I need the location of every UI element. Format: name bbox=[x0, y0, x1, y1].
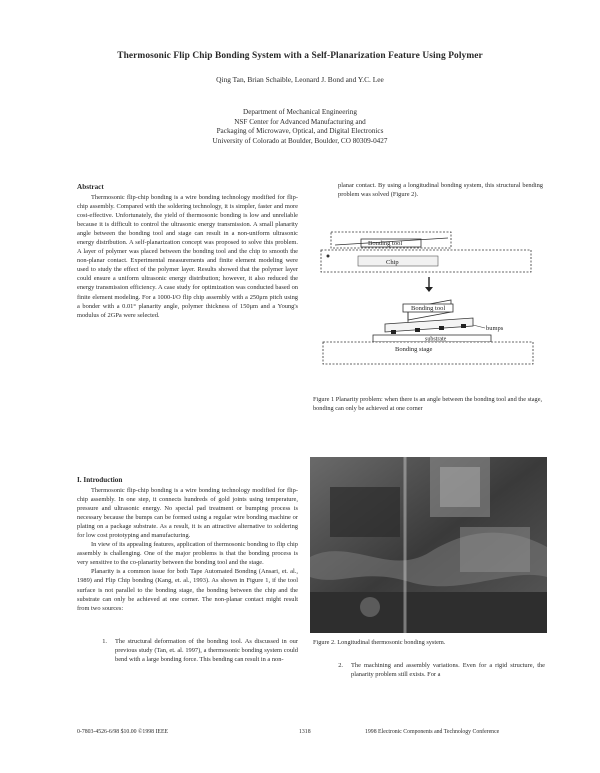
introduction-text bbox=[77, 486, 298, 613]
affiliation-line: University of Colorado at Boulder, Boulder, CO 80309-0427 bbox=[212, 136, 388, 145]
chip-top-label: Chip bbox=[386, 259, 399, 266]
list-item-number: 2. bbox=[338, 662, 343, 669]
affiliation-line: Department of Mechanical Engineering bbox=[243, 108, 357, 116]
list-item bbox=[313, 661, 545, 679]
abstract-text bbox=[77, 193, 298, 320]
list-item-text: The structural deformation of the bonding tool. As discussed in our previous study (Tan, et. al. 1997), a thermosonic bonding system could bend with a large bonding force. This bending can result in a non- bbox=[115, 638, 298, 664]
bumps-label: bumps bbox=[486, 325, 504, 332]
tool-bottom-label: Bonding tool bbox=[411, 305, 446, 312]
stage-label: Bonding stage bbox=[395, 346, 433, 353]
abstract-heading: Abstract bbox=[77, 183, 104, 191]
source-list-right bbox=[313, 661, 545, 679]
affiliation bbox=[150, 108, 450, 146]
continuation-paragraph: planar contact. By using a longitudinal bonding system, this structural bending problem was solved (Figure 2). bbox=[338, 182, 543, 199]
figure-2-photo bbox=[310, 457, 547, 633]
bump bbox=[461, 324, 466, 328]
tool-top-assembly bbox=[331, 232, 451, 248]
section-heading-introduction: I. Introduction bbox=[77, 476, 123, 484]
bumps-leader-line bbox=[473, 325, 485, 328]
arrow-down-icon bbox=[425, 287, 433, 292]
page-number: 1318 bbox=[299, 729, 311, 735]
bump bbox=[391, 330, 396, 334]
footer-copyright: 0-7803-4526-6/98 $10.00 ©1998 IEEE bbox=[77, 729, 169, 735]
intro-paragraph: Planarity is a common issue for both Tape Automated Bonding (Ansari, et. al., 1989) and Flip Chip bonding (Kang, et. al., 1993). As shown in Figure 1, if the tool surface is not parallel to the bonding stage, the bonding between the chip and the substrate can only be achieved at one corner. The non-planar contact might result from two sources: bbox=[77, 568, 298, 612]
source-list-left bbox=[77, 637, 298, 664]
affiliation-line: Packaging of Microwave, Optical, and Digital Electronics bbox=[216, 127, 384, 136]
chip-top-assembly bbox=[321, 250, 531, 272]
paper-title: Thermosonic Flip Chip Bonding System with a Self-Planarization Feature Using Polymer bbox=[117, 51, 483, 61]
intro-paragraph: Thermosonic flip-chip bonding is a wire bonding technology modified for flip-chip assembly. In one step, it connects hundreds of gold joints using temperature, pressure and ultrasonic energy. No special pad treatment or bumping process is necessary because the bumps can be formed using a regular wire bonding machine or plating on a package substrate. As a result, it is an attractive alternative to soldering for low cost prototyping and manufacturing. bbox=[77, 487, 298, 540]
bottom-assembly bbox=[323, 300, 533, 364]
right-column-continuation bbox=[338, 181, 543, 199]
photo-base-plate bbox=[310, 592, 547, 633]
intro-paragraph: In view of its appealing features, application of thermosonic bonding to flip chip assembly is challenging. One of the major problems is that the bonding process is very sensitive to the co-planarity between the bonding tool and the stage. bbox=[77, 541, 298, 567]
tool-top-label: Bonding tool bbox=[368, 240, 403, 247]
alignment-mark bbox=[327, 255, 330, 258]
photo-stage-mount bbox=[460, 527, 530, 572]
tilted-chip bbox=[385, 318, 473, 332]
photo-left-housing bbox=[330, 487, 400, 537]
list-item-text: The machining and assembly variations. Even for a rigid structure, the planarity problem still exists. For a bbox=[351, 662, 545, 679]
list-item bbox=[77, 637, 298, 664]
bonding-system-photo bbox=[310, 457, 547, 633]
list-item-number: 1. bbox=[102, 638, 107, 645]
abstract-paragraph: Thermosonic flip-chip bonding is a wire bonding technology modified for flip-chip assembly. Compared with the soldering technology, it is simpler, faster and more cost-effective. Unfortunately, the yield of thermosonic bonding is low and unreliable because it is difficult to control the ultrasonic energy transmission. A small planarity angle between the bonding tool and stage can result in a non-uniform ultrasonic energy distribution. A self-planarization concept was proposed to solve this problem. A layer of polymer was placed between the bonding tool and the chip to smooth the non-planar contact. Experimental measurements and finite element modeling were used to study the effect of the polymer layer. Results showed that the polymer layer could ensure a uniform ultrasonic energy distribution; however, it also reduced the energy transmission efficiency. A case study for optimization was conducted based on finite element modeling. For a 1000-I/O flip chip assembly with a 250μm pitch using a bonder with a 0.01° planarity angle, polymer thickness of 150μm and a Young's modulus of 2GPa were selected. bbox=[77, 194, 298, 319]
photo-knob bbox=[360, 597, 380, 617]
photo-transducer bbox=[440, 467, 480, 507]
footer-conference: 1998 Electronic Components and Technology Conference bbox=[365, 729, 500, 735]
bump bbox=[439, 326, 444, 330]
affiliation-line: NSF Center for Advanced Manufacturing and bbox=[234, 117, 366, 126]
figure-1-caption: Figure 1 Planarity problem: when there is an angle between the bonding tool and the stage, bonding can only be achieved at one corner bbox=[313, 396, 543, 412]
bump bbox=[415, 328, 420, 332]
figure-2-caption: Figure 2. Longitudinal thermosonic bonding system. bbox=[313, 639, 446, 646]
author-list: Qing Tan, Brian Schaible, Leonard J. Bond and Y.C. Lee bbox=[216, 75, 384, 84]
figure-1-diagram bbox=[313, 228, 545, 393]
substrate-label: substrate bbox=[425, 336, 447, 343]
